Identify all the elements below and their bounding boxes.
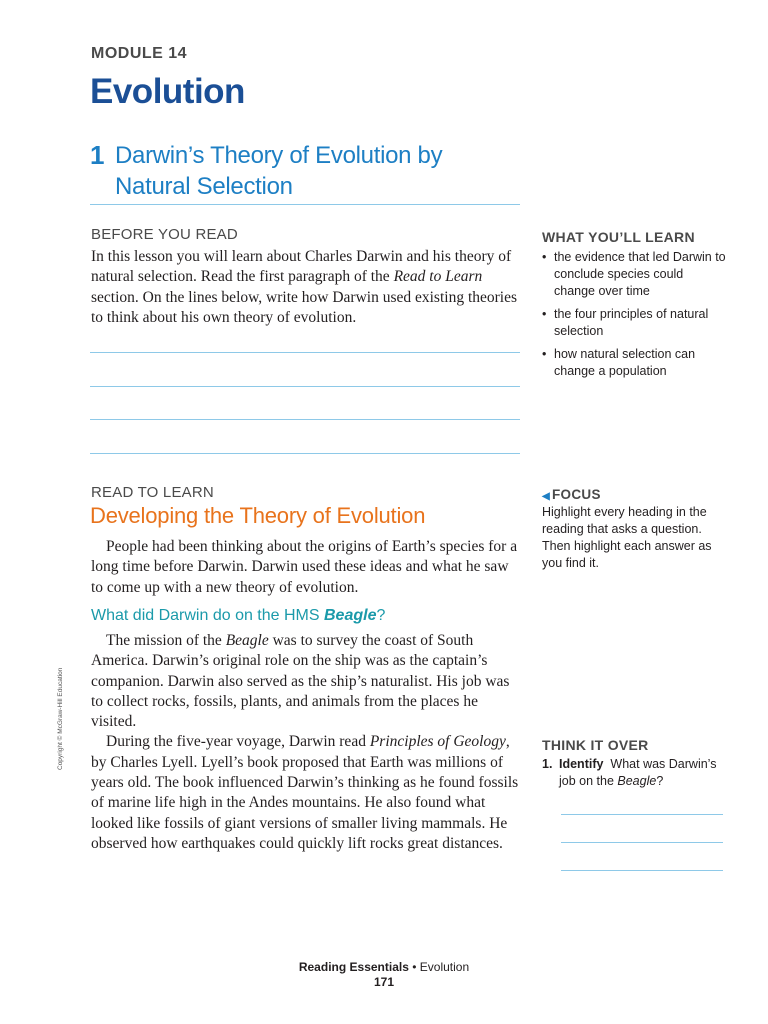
answer-line-think-3[interactable]: [561, 870, 723, 871]
list-item: • how natural selection can change a population: [542, 347, 696, 378]
copyright-text: Copyright © McGraw-Hill Education: [57, 667, 64, 770]
read-to-learn-label: READ TO LEARN: [91, 484, 214, 501]
what-youll-learn-list: [542, 249, 727, 386]
question-keyword: Identify: [559, 757, 604, 771]
focus-label: ◀ FOCUS: [542, 487, 601, 502]
list-item: • the four principles of natural selection: [542, 307, 709, 338]
bullet-icon: •: [542, 250, 547, 264]
bullet-icon: •: [542, 307, 547, 321]
question-subheading: What did Darwin do on the HMS Beagle?: [91, 607, 386, 624]
module-label: MODULE 14: [91, 45, 188, 62]
page-number: 171: [373, 975, 395, 989]
before-you-read-text: In this lesson you will learn about Charles Darwin and his theory of natural selection. Read the first paragraph of the Read to Learn section. On the lines below, write how Darwin used existing theories to think about his own theory of evolution.: [91, 248, 518, 326]
body-text: [91, 631, 521, 854]
intro-paragraph: People had been thinking about the origins of Earth’s species for a long time before Darwin. Darwin used these ideas and what he saw to come up with a new theory of evolution.: [91, 538, 518, 596]
list-item: • the evidence that led Darwin to conclude species could change over time: [542, 250, 726, 298]
think-it-over-label: THINK IT OVER: [542, 737, 649, 753]
lesson-title: Darwin’s Theory of Evolution by Natural Selection: [115, 142, 443, 200]
before-you-read-label: BEFORE YOU READ: [91, 226, 238, 243]
title-divider: [90, 204, 520, 205]
answer-line-3[interactable]: [90, 419, 520, 420]
paragraph-2: During the five-year voyage, Darwin read Principles of Geology, by Charles Lyell. Lyell’s book proposed that Earth was millions of years old. The book influenced Darwin’s thinking as he found fossils of marine life high in the Andes mountains. He also found what looked like fossils of giant versions of smaller living mammals. He observed how earthquakes could quickly lift rocks great distances.: [91, 733, 519, 852]
module-title: Evolution: [90, 72, 245, 111]
lesson-number: 1: [90, 140, 105, 170]
footer-title: Reading Essentials • Evolution: [298, 960, 470, 974]
bullet-icon: •: [542, 347, 547, 361]
section-heading: Developing the Theory of Evolution: [90, 503, 426, 528]
think-it-over-question: 1. Identify What was Darwin’s job on the Beagle?: [542, 757, 717, 788]
answer-line-2[interactable]: [90, 386, 520, 387]
answer-line-4[interactable]: [90, 453, 520, 454]
answer-line-think-1[interactable]: [561, 814, 723, 815]
paragraph-1: The mission of the Beagle was to survey the coast of South America. Darwin’s original role on the ship was as the captain’s companion. Darwin also served as the ship’s naturalist. His job was to collect rocks, fossils, plants, and animals from the places he visited.: [91, 632, 510, 731]
triangle-left-icon: ◀: [542, 491, 550, 502]
question-number: 1.: [542, 757, 553, 771]
answer-line-1[interactable]: [90, 352, 520, 353]
answer-line-think-2[interactable]: [561, 842, 723, 843]
what-youll-learn-label: WHAT YOU’LL LEARN: [542, 229, 695, 245]
focus-text: Highlight every heading in the reading that asks a question. Then highlight each answer as you find it.: [542, 505, 712, 570]
